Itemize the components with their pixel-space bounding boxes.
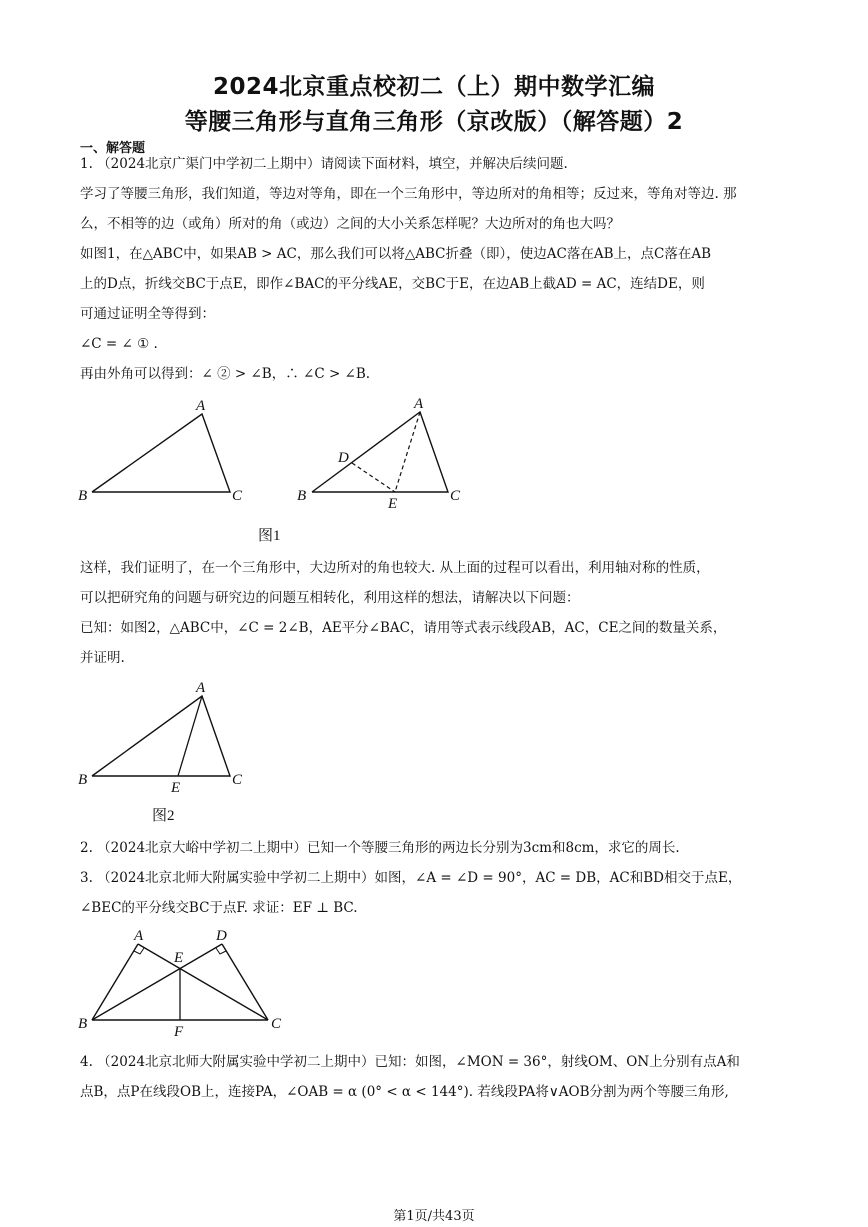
label-d: D: [216, 928, 227, 944]
label-b: B: [297, 488, 307, 504]
label-c: C: [232, 488, 243, 504]
figure-3-crossed-triangles: [72, 922, 292, 1042]
label-a: A: [134, 928, 144, 944]
q1-line-1: 1. （2024北京广渠门中学初二上期中）请阅读下面材料，填空，并解决后续问题.: [80, 156, 568, 172]
page-footer: 第1页/共43页: [393, 1209, 475, 1224]
label-c: C: [450, 488, 461, 504]
q1-line-11: 已知：如图2，△ABC中，∠C = 2∠B，AE平分∠BAC，请用等式表示线段AB，AC，CE之间的数量关系，: [80, 620, 727, 636]
label-a: A: [196, 680, 206, 696]
q1-line-12: 并证明.: [80, 650, 125, 666]
page-subtitle: 等腰三角形与直角三角形（京改版）（解答题）2: [184, 109, 684, 135]
page-title: 2024北京重点校初二（上）期中数学汇编: [212, 74, 655, 100]
label-c: C: [271, 1016, 282, 1032]
figure-1-triangle-abc: [72, 392, 252, 507]
label-d: D: [338, 450, 349, 466]
q1-line-2: 学习了等腰三角形，我们知道，等边对等角，即在一个三角形中，等边所对的角相等；反过来，等角对等边. 那: [80, 186, 737, 202]
q1-line-9: 这样，我们证明了，在一个三角形中，大边所对的角也较大. 从上面的过程可以看出，利用轴对称的性质，: [80, 560, 710, 576]
q4-line-1: 4. （2024北京北师大附属实验中学初二上期中）已知：如图，∠MON = 36°，射线OM、ON上分别有点A和: [80, 1054, 740, 1070]
label-e: E: [174, 950, 184, 966]
q1-line-10: 可以把研究角的问题与研究边的问题互相转化，利用这样的想法，请解决以下问题：: [80, 590, 580, 606]
label-a: A: [196, 398, 206, 414]
label-b: B: [78, 772, 88, 788]
q1-line-3: 么，不相等的边（或角）所对的角（或边）之间的大小关系怎样呢？大边所对的角也大吗？: [80, 216, 620, 232]
label-f: F: [174, 1024, 184, 1040]
figure-2-caption: 图2: [152, 808, 175, 824]
q1-line-4: 如图1，在△ABC中，如果AB > AC，那么我们可以将△ABC折叠（即），使边AC落在AB上，点C落在AB: [80, 246, 711, 262]
label-e: E: [388, 496, 398, 512]
label-a: A: [414, 396, 424, 412]
q1-line-6: 可通过证明全等得到：: [80, 306, 215, 322]
q4-line-2: 点B，点P在线段OB上，连接PA，∠OAB = α (0° < α < 144°). 若线段PA将∨AOB分割为两个等腰三角形,: [80, 1084, 729, 1100]
q2-line-1: 2. （2024北京大峪中学初二上期中）已知一个等腰三角形的两边长分别为3cm和8cm，求它的周长.: [80, 840, 680, 856]
q1-line-7: ∠C = ∠ ① .: [80, 336, 158, 352]
label-b: B: [78, 1016, 88, 1032]
section-heading: 一、解答题: [80, 141, 146, 156]
figure-1-folded-triangle: [292, 392, 472, 512]
label-c: C: [232, 772, 243, 788]
label-b: B: [78, 488, 88, 504]
q1-line-8: 再由外角可以得到：∠ ② > ∠B，∴ ∠C > ∠B.: [80, 366, 371, 382]
q3-line-1: 3. （2024北京北师大附属实验中学初二上期中）如图，∠A = ∠D = 90°，AC = DB，AC和BD相交于点E，: [80, 870, 742, 886]
figure-2-triangle: [72, 676, 252, 798]
q1-line-5: 上的D点，折线交BC于点E，即作∠BAC的平分线AE，交BC于E，在边AB上截AD = AC，连结DE，则: [80, 276, 705, 292]
q3-line-2: ∠BEC的平分线交BC于点F. 求证：EF ⊥ BC.: [80, 900, 358, 916]
figure-1-caption: 图1: [258, 528, 281, 544]
label-e: E: [171, 780, 181, 796]
